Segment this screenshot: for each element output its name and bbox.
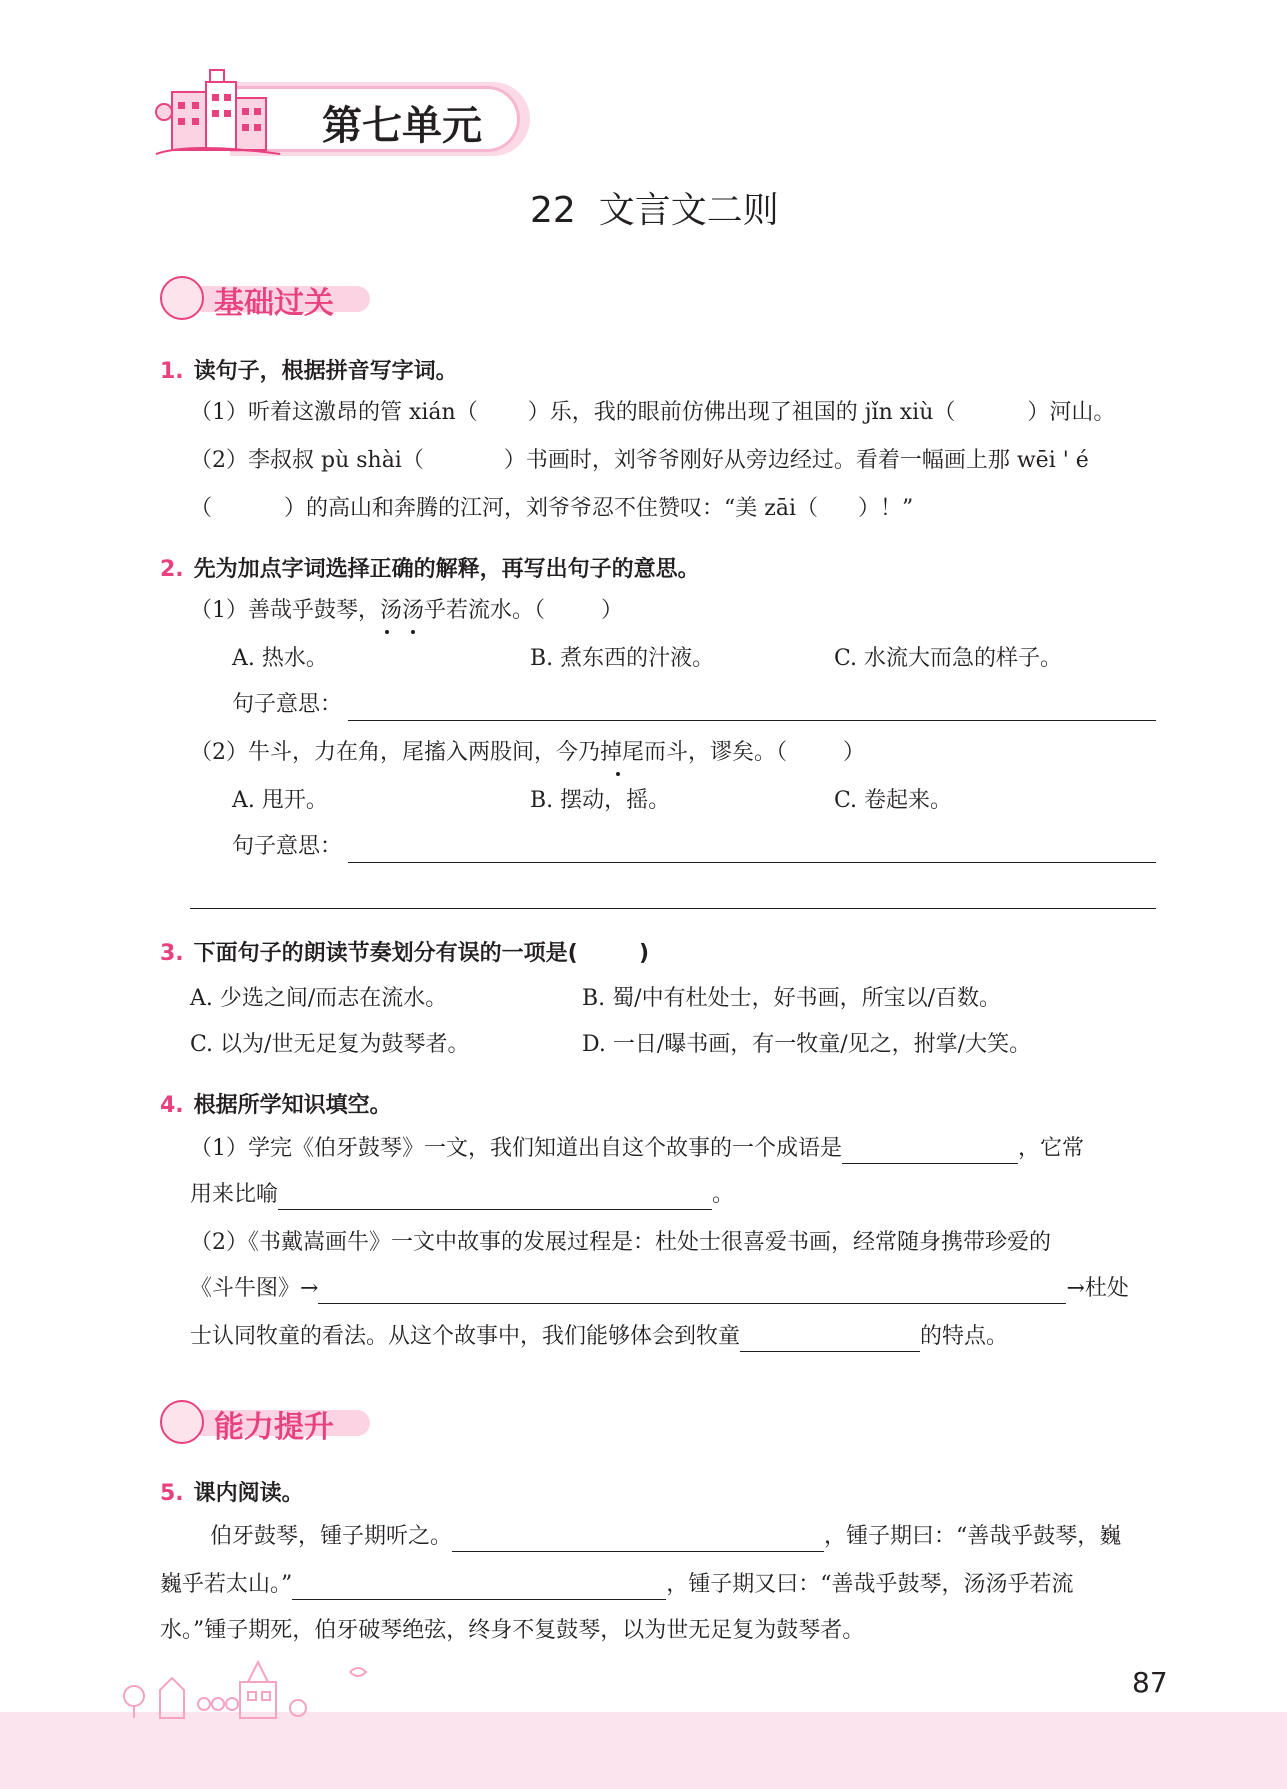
q5-l1b: ，锺子期曰：“善哉乎鼓琴，巍 — [824, 1524, 1122, 1549]
face-icon — [160, 276, 204, 320]
q5-blank-2[interactable] — [292, 1573, 666, 1600]
q4-l4a: 《斗牛图》→ — [190, 1276, 319, 1301]
page-number: 87 — [1132, 1666, 1168, 1699]
q5-l1a: 伯牙鼓琴，锺子期听之。 — [210, 1524, 453, 1549]
q4-metaphor-blank[interactable] — [278, 1183, 712, 1210]
q1-line1 — [190, 398, 1115, 428]
q4-process-blank[interactable] — [318, 1277, 1066, 1304]
q1-l1a: （1）听着这激昂的管 xián（ — [190, 400, 478, 425]
lesson-title: 22 文言文二则 — [530, 190, 779, 231]
q4-l5a: 士认同牧童的看法。从这个故事中，我们能够体会到牧童 — [190, 1324, 741, 1349]
q1-line2 — [190, 446, 1089, 476]
q2-sentence2: （2）牛斗，力在角，尾搐入两股间，今乃掉尾而斗，谬矣。（ ） — [190, 740, 865, 765]
q5-l2b: ，锺子期又曰：“善哉乎鼓琴，汤汤乎若流 — [666, 1572, 1074, 1597]
q2-meaning2-label: 句子意思： — [232, 834, 343, 859]
q1-l3b: ）的高山和奔腾的江河，刘爷爷忍不住赞叹：“美 zāi（ — [284, 496, 819, 521]
q4-title-text: 根据所学知识填空。 — [193, 1093, 392, 1118]
q3-number: 3. — [160, 941, 184, 966]
q1-l3a: （ — [190, 496, 213, 521]
q3-option-b: B. 蜀/中有杜处士，好书画，所宝以/百数。 — [582, 986, 1001, 1011]
q2-s1-option-c: C. 水流大而急的样子。 — [834, 646, 1063, 671]
q1-l1b: ）乐，我的眼前仿佛出现了祖国的 jǐn xiù（ — [527, 400, 956, 425]
q4-l1b: ，它常 — [1018, 1136, 1085, 1161]
q4-l1a: （1）学完《伯牙鼓琴》一文，我们知道出自这个故事的一个成语是 — [190, 1136, 842, 1161]
q5-blank-1[interactable] — [452, 1525, 824, 1552]
q4-l2a: 用来比喻 — [190, 1182, 279, 1207]
q4-line3: （2）《书戴嵩画牛》一文中故事的发展过程是：杜处士很喜爱书画，经常随身携带珍爱的 — [190, 1230, 1052, 1255]
q2-meaning1-line[interactable] — [348, 720, 1156, 721]
footer-band — [0, 1712, 1287, 1789]
q3-option-d: D. 一日/曝书画，有一牧童/见之，拊掌/大笑。 — [582, 1032, 1032, 1057]
q2-s1-option-a: A. 热水。 — [232, 646, 328, 671]
q1-title-text: 读句子，根据拼音写字词。 — [193, 359, 458, 384]
unit-title: 第七单元 — [322, 103, 482, 149]
q5-line2 — [160, 1570, 1074, 1600]
q4-line1 — [190, 1134, 1084, 1164]
q4-line5 — [190, 1322, 1008, 1352]
q4-trait-blank[interactable] — [740, 1325, 920, 1352]
q1-l1c: ）河山。 — [1027, 400, 1116, 425]
q2-s2-option-b: B. 摆动，摇。 — [530, 788, 671, 813]
q1-l2a: （2）李叔叔 pù shài（ — [190, 448, 424, 473]
q5-number: 5. — [160, 1481, 184, 1506]
q5-line1 — [210, 1522, 1121, 1552]
q4-number: 4. — [160, 1093, 184, 1118]
q5-l2a: 巍乎若太山。” — [160, 1572, 293, 1597]
building-illustration-icon — [150, 62, 290, 162]
q2-meaning2-line[interactable] — [348, 862, 1156, 863]
q4-l2b: 。 — [712, 1182, 735, 1207]
section-advanced-label: 能力提升 — [214, 1410, 334, 1445]
q3-option-c: C. 以为/世无足复为鼓琴者。 — [190, 1032, 470, 1057]
section-basic — [160, 276, 380, 321]
q3-title — [160, 936, 649, 967]
q4-l4b: →杜处 — [1066, 1276, 1129, 1301]
town-illustration-icon — [120, 1648, 380, 1720]
q4-title — [160, 1088, 392, 1119]
emphasis-dot — [385, 630, 389, 634]
q4-idiom-blank[interactable] — [842, 1137, 1018, 1164]
q4-line4 — [190, 1274, 1129, 1304]
q4-line2 — [190, 1180, 734, 1210]
q4-l5b: 的特点。 — [920, 1324, 1009, 1349]
section-basic-label: 基础过关 — [214, 286, 334, 321]
q1-line3 — [190, 494, 913, 524]
q1-number: 1. — [160, 359, 184, 384]
q3-title-text: 下面句子的朗读节奏划分有误的一项是( ) — [193, 941, 650, 966]
q2-number: 2. — [160, 557, 184, 582]
q2-meaning1-label: 句子意思： — [232, 692, 343, 717]
q1-l2b: ）书画时，刘爷爷刚好从旁边经过。看着一幅画上那 wēi ' é — [503, 448, 1089, 473]
q5-line3: 水。”锺子期死，伯牙破琴绝弦，终身不复鼓琴，以为世无足复为鼓琴者。 — [160, 1618, 865, 1643]
q2-sentence1: （1）善哉乎鼓琴，汤汤乎若流水。（ ） — [190, 598, 623, 623]
q3-option-a: A. 少选之间/而志在流水。 — [190, 986, 448, 1011]
q2-s2-option-a: A. 甩开。 — [232, 788, 328, 813]
section-advanced — [160, 1400, 380, 1445]
q2-s2-option-c: C. 卷起来。 — [834, 788, 953, 813]
q2-title-text: 先为加点字词选择正确的解释，再写出句子的意思。 — [193, 557, 700, 582]
emphasis-dot — [616, 772, 620, 776]
q5-title-text: 课内阅读。 — [193, 1481, 304, 1506]
q2-s1-option-b: B. 煮东西的汁液。 — [530, 646, 715, 671]
q2-title — [160, 552, 700, 583]
q5-title — [160, 1476, 304, 1507]
face-icon — [160, 1400, 204, 1444]
q2-meaning2-line-extra[interactable] — [190, 908, 1156, 909]
q1-l3c: ）！” — [858, 496, 914, 521]
emphasis-dot — [411, 630, 415, 634]
q1-title — [160, 354, 458, 385]
